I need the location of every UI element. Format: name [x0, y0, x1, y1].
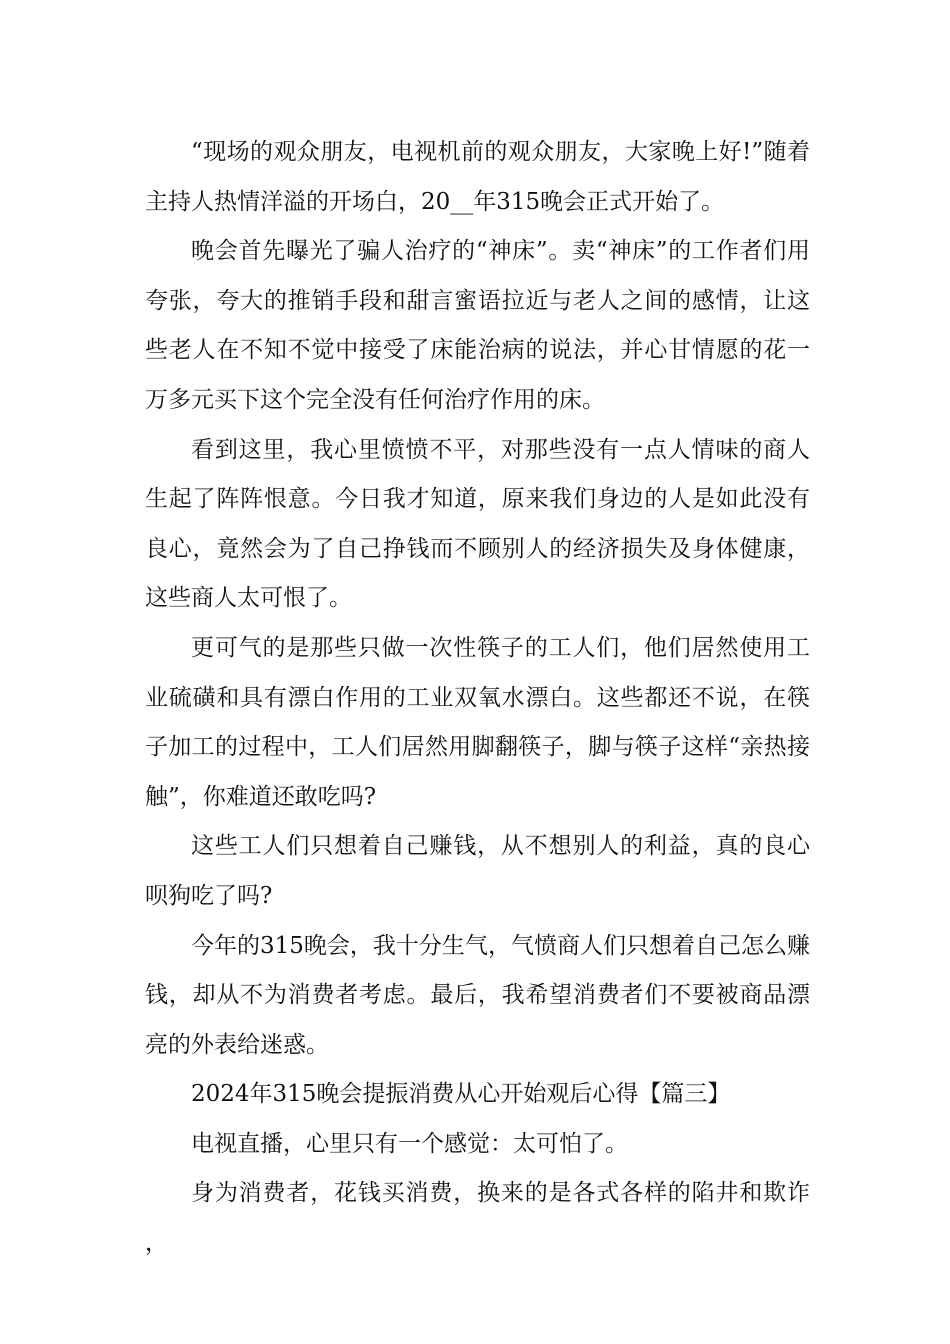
document-page	[145, 128, 810, 1269]
paragraph-magic-bed: 晚会首先曝光了骗人治疗的“神床”。卖“神床”的工作者们用夸张，夸大的推销手段和甜言蜜语拉近与老人之间的感情，让这些老人在不知不觉中接受了床能治病的说法，并心甘情愿的花一万多元买下这个完全没有任何治疗作用的床。	[145, 238, 810, 413]
paragraph-workers: 这些工人们只想着自己赚钱，从不想别人的利益，真的良心呗狗吃了吗?	[145, 833, 810, 909]
paragraph-chopsticks: 更可气的是那些只做一次性筷子的工人们，他们居然使用工业硫磺和具有漂白作用的工业双氧水漂白。这些都还不说，在筷子加工的过程中，工人们居然用脚翻筷子，脚与筷子这样“亲热接触”，你难道还敢吃吗?	[145, 634, 810, 810]
paragraph-opening: “现场的观众朋友，电视机前的观众朋友，大家晚上好!”随着主持人热情洋溢的开场白，20__年315晚会正式开始了。	[145, 139, 810, 215]
paragraph-consumer: 身为消费者，花钱买消费，换来的是各式各样的陷井和欺诈，	[145, 1180, 810, 1257]
paragraph-anger: 看到这里，我心里愤愤不平，对那些没有一点人情味的商人生起了阵阵恨意。今日我才知道，原来我们身边的人是如此没有良心，竟然会为了自己挣钱而不顾别人的经济损失及身体健康，这些商人太可恨了。	[145, 436, 810, 612]
paragraph-live-broadcast: 电视直播，心里只有一个感觉：太可怕了。	[191, 1130, 628, 1157]
section-heading: 2024年315晚会提振消费从心开始观后心得【篇三】	[191, 1081, 731, 1108]
paragraph-conclusion: 今年的315晚会，我十分生气，气愤商人们只想着自己怎么赚钱，却从不为消费者考虑。最后，我希望消费者们不要被商品漂亮的外表给迷惑。	[145, 932, 810, 1058]
